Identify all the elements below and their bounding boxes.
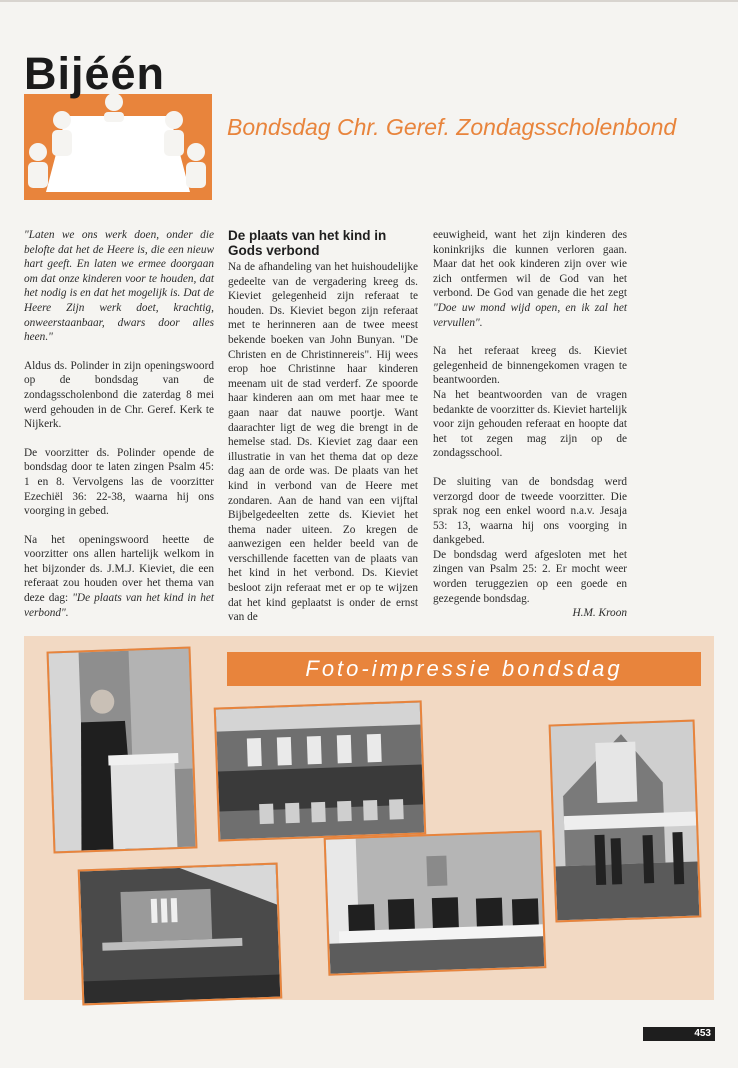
paragraph: Na de afhandeling van het huishoudelijke gedeelte van de vergadering kreeg ds. Kieviet gelegenheid zijn referaat te houden. Ds. Kieviet begon zijn referaat met te herinneren aan de twee meest bekende boeken van John Bunyan. "De Christen en de Christinnereis". Hij wees erop hoe Christinne haar kinderen meenam uit de stad verderf. Ze spoorde haar kinderen aan om met haar mee te gaan naar dat nauwe poortje. Want daarachter ligt de weg die brengt in de hemelse stad. Ds. Kieviet zag daar een illustratie in van het thema dat op deze dag aan de orde was. De plaats van het kind in verbond van de Heere met zondaren. Aan de hand van een vijftal Bijbelgedeelten zette ds. Kieviet het thema nader uiteen. Zo kregen de aanwezigen een helder beeld van de verschillende facetten van de plaats van het kind in het verbond. Ds. Kieviet besloot zijn referaat met er op te wijzen dat het kind geplaatst is onder de ernst van de [228, 261, 418, 624]
paragraph [24, 533, 214, 621]
subheading: De plaats van het kind in Gods verbond [228, 228, 387, 258]
article-headline: Bondsdag Chr. Geref. Zondagsscholenbond [227, 114, 677, 140]
photo-banner [227, 652, 701, 686]
paragraph [433, 228, 627, 330]
audience-photo-image [216, 702, 424, 839]
paragraph-text: eeuwigheid, want het zijn kinderen des koninkrijks die kunnen verloren gaan. Maar dat het ook kinderen zijn over wie zich ontfermen wil de God van het verbond. De God van genade die het zegt [433, 229, 627, 300]
paragraph: Na het beantwoorden van de vragen bedankte de voorzitter ds. Kieviet hartelijk voor zijn gehouden referaat en hoopte dat het tot zegen mag zijn op de zondagsschool. [433, 388, 627, 460]
church-photo-image [551, 722, 700, 921]
author-signature: H.M. Kroon [572, 607, 627, 620]
page-number: 453 [694, 1028, 711, 1039]
interior-photo-image [80, 865, 280, 1004]
opening-quote: "Laten we ons werk doen, onder die belofte dat het de Heere is, die een nieuw hart geeft. En laten we ermee doorgaan om dat onze kinderen voor te houden, dat het nodig is en dat het mogelijk is. Dat de Heere Zijn werk doet, krachtig, onweerstaanbaar, dwars door alles heen." [24, 229, 214, 344]
paragraph: De bondsdag werd afgesloten met het zingen van Psalm 25: 2. Er mocht weer worden teruggezien op een goede en gezegende bondsdag. [433, 548, 627, 605]
paragraph: Aldus ds. Polinder in zijn openingswoord op de bondsdag van de zondagsscholenbond die zaterdag 8 mei werd gehouden in de Chr. Geref. Kerk te Nijkerk. [24, 359, 214, 431]
article-column-2 [228, 228, 418, 625]
top-rule [0, 0, 738, 2]
theme-quote: "De plaats van het kind in het verbond". [24, 592, 214, 619]
article-column-1 [24, 228, 214, 620]
speaker-photo-image [49, 649, 196, 852]
photo-speaker [47, 647, 198, 854]
paragraph: De sluiting van de bondsdag werd verzorgd door de tweede voorzitter. Die sprak nog een enkel woord n.a.v. Jesaja 53: 13, waarna hij ons voorging in dankgebed. [433, 475, 627, 547]
bible-quote: "Doe uw mond wijd open, en ik zal het vervullen". [433, 301, 627, 329]
photo-banner-title: Foto-impressie bondsdag [305, 656, 623, 681]
paragraph: Na het referaat kreeg ds. Kieviet gelegenheid de binnengekomen vragen te beantwoorden. [433, 345, 627, 387]
section-title: Bijéén [24, 48, 166, 99]
photo-audience [214, 700, 427, 841]
panel-photo-image [326, 832, 545, 973]
photo-church-exterior [549, 720, 702, 923]
article-column-3 [433, 228, 627, 621]
paragraph: De voorzitter ds. Polinder opende de bondsdag door te laten zingen Psalm 45: 1 en 8. Vervolgens las de voorzitter Ezechiël 36: 22-38, waarna hij ons voorging in gebed. [24, 446, 214, 518]
photo-church-interior [78, 863, 283, 1006]
photo-panel-table [324, 830, 547, 976]
page-number-bar [643, 1027, 715, 1041]
paragraph-text: Na het openingswoord heette de voorzitter ons allen hartelijk welkom in het bijzonder ds. J.M.J. Kieviet, die een referaat zou houden over het thema van deze dag: [24, 533, 214, 605]
